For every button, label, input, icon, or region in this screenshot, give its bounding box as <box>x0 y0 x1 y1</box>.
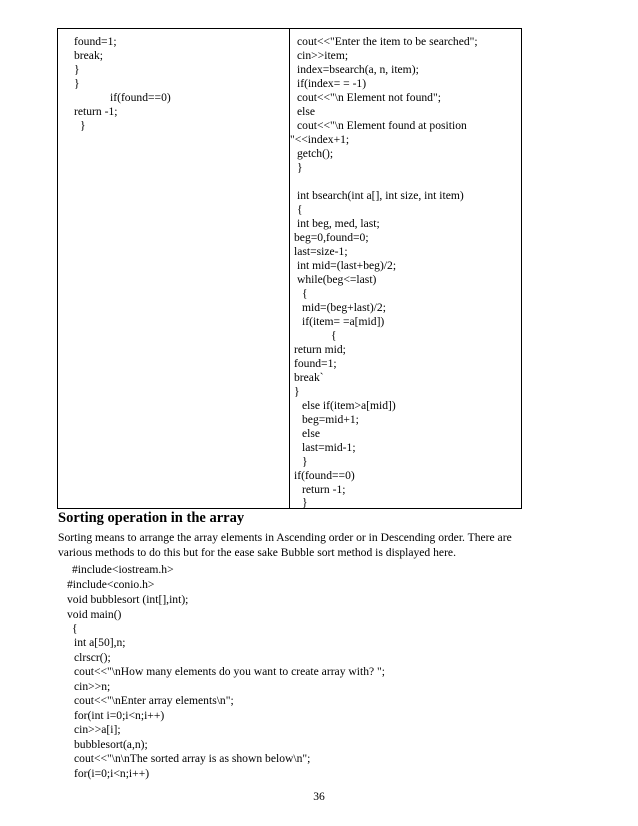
program-line: cout<<"\n\nThe sorted array is as shown below\n"; <box>74 752 311 765</box>
program-line: clrscr(); <box>74 651 111 664</box>
program-line: cin>>n; <box>74 680 111 693</box>
right-code-line: if(index= = -1) <box>297 77 367 90</box>
right-code-line: found=1; <box>294 357 337 370</box>
right-code-line: while(beg<=last) <box>297 273 377 286</box>
right-code-line: } <box>302 496 308 509</box>
right-code-line: int beg, med, last; <box>297 217 380 230</box>
right-code-line: break` <box>294 371 324 384</box>
right-code-line: { <box>297 203 303 216</box>
left-code-line: return -1; <box>74 105 118 118</box>
program-line: bubblesort(a,n); <box>74 738 148 751</box>
right-code-line: int mid=(last+beg)/2; <box>297 259 397 272</box>
left-code-line: found=1; <box>74 35 117 48</box>
program-line: #include<iostream.h> <box>72 563 174 576</box>
right-code-line: int bsearch(int a[], int size, int item) <box>297 189 464 202</box>
left-code-line: } <box>80 119 86 132</box>
description-line: various methods to do this but for the ease sake Bubble sort method is displayed here. <box>58 546 456 559</box>
right-code-line: mid=(beg+last)/2; <box>302 301 386 314</box>
right-code-line: else if(item>a[mid]) <box>302 399 396 412</box>
right-code-line: else <box>302 427 321 440</box>
program-line: cout<<"\nEnter array elements\n"; <box>74 694 234 707</box>
right-code-line: { <box>331 329 337 342</box>
right-code-line: if(item= =a[mid]) <box>302 315 385 328</box>
right-code-line: else <box>297 105 316 118</box>
right-code-line: cout<<"\n Element not found"; <box>297 91 441 104</box>
right-code-line: beg=0,found=0; <box>294 231 369 244</box>
right-code-line: { <box>302 287 308 300</box>
right-code-line: return -1; <box>302 483 346 496</box>
right-code-line: cout<<"\n Element found at position <box>297 119 467 132</box>
page-number: 36 <box>313 790 325 803</box>
program-line: cout<<"\nHow many elements do you want to create array with? "; <box>74 665 386 678</box>
section-heading: Sorting operation in the array <box>58 510 245 526</box>
right-code-line: } <box>297 161 303 174</box>
right-code-line: cin>>item; <box>297 49 349 62</box>
program-line: void main() <box>67 608 122 621</box>
program-line: { <box>72 622 78 635</box>
left-code-line: } <box>74 77 80 90</box>
left-code-line: } <box>74 63 80 76</box>
right-code-line: cout<<"Enter the item to be searched"; <box>297 35 478 48</box>
right-code-line: last=mid-1; <box>302 441 356 454</box>
program-line: #include<conio.h> <box>67 578 155 591</box>
program-line: for(i=0;i<n;i++) <box>74 767 150 780</box>
program-line: int a[50],n; <box>74 636 126 649</box>
right-code-line: index=bsearch(a, n, item); <box>297 63 419 76</box>
description-line: Sorting means to arrange the array elements in Ascending order or in Descending order. There are <box>58 531 512 544</box>
program-line: void bubblesort (int[],int); <box>67 593 189 606</box>
right-code-line: } <box>302 455 308 468</box>
right-code-line: last=size-1; <box>294 245 348 258</box>
right-code-line: if(found==0) <box>294 469 355 482</box>
right-code-line: beg=mid+1; <box>302 413 359 426</box>
right-code-line: "<<index+1; <box>290 133 350 146</box>
right-code-line: getch(); <box>297 147 334 160</box>
column-divider <box>289 29 290 508</box>
right-code-line: } <box>294 385 300 398</box>
right-code-line: return mid; <box>294 343 346 356</box>
left-code-line: break; <box>74 49 103 62</box>
program-line: cin>>a[i]; <box>74 723 121 736</box>
program-line: for(int i=0;i<n;i++) <box>74 709 165 722</box>
left-code-line: if(found==0) <box>110 91 171 104</box>
